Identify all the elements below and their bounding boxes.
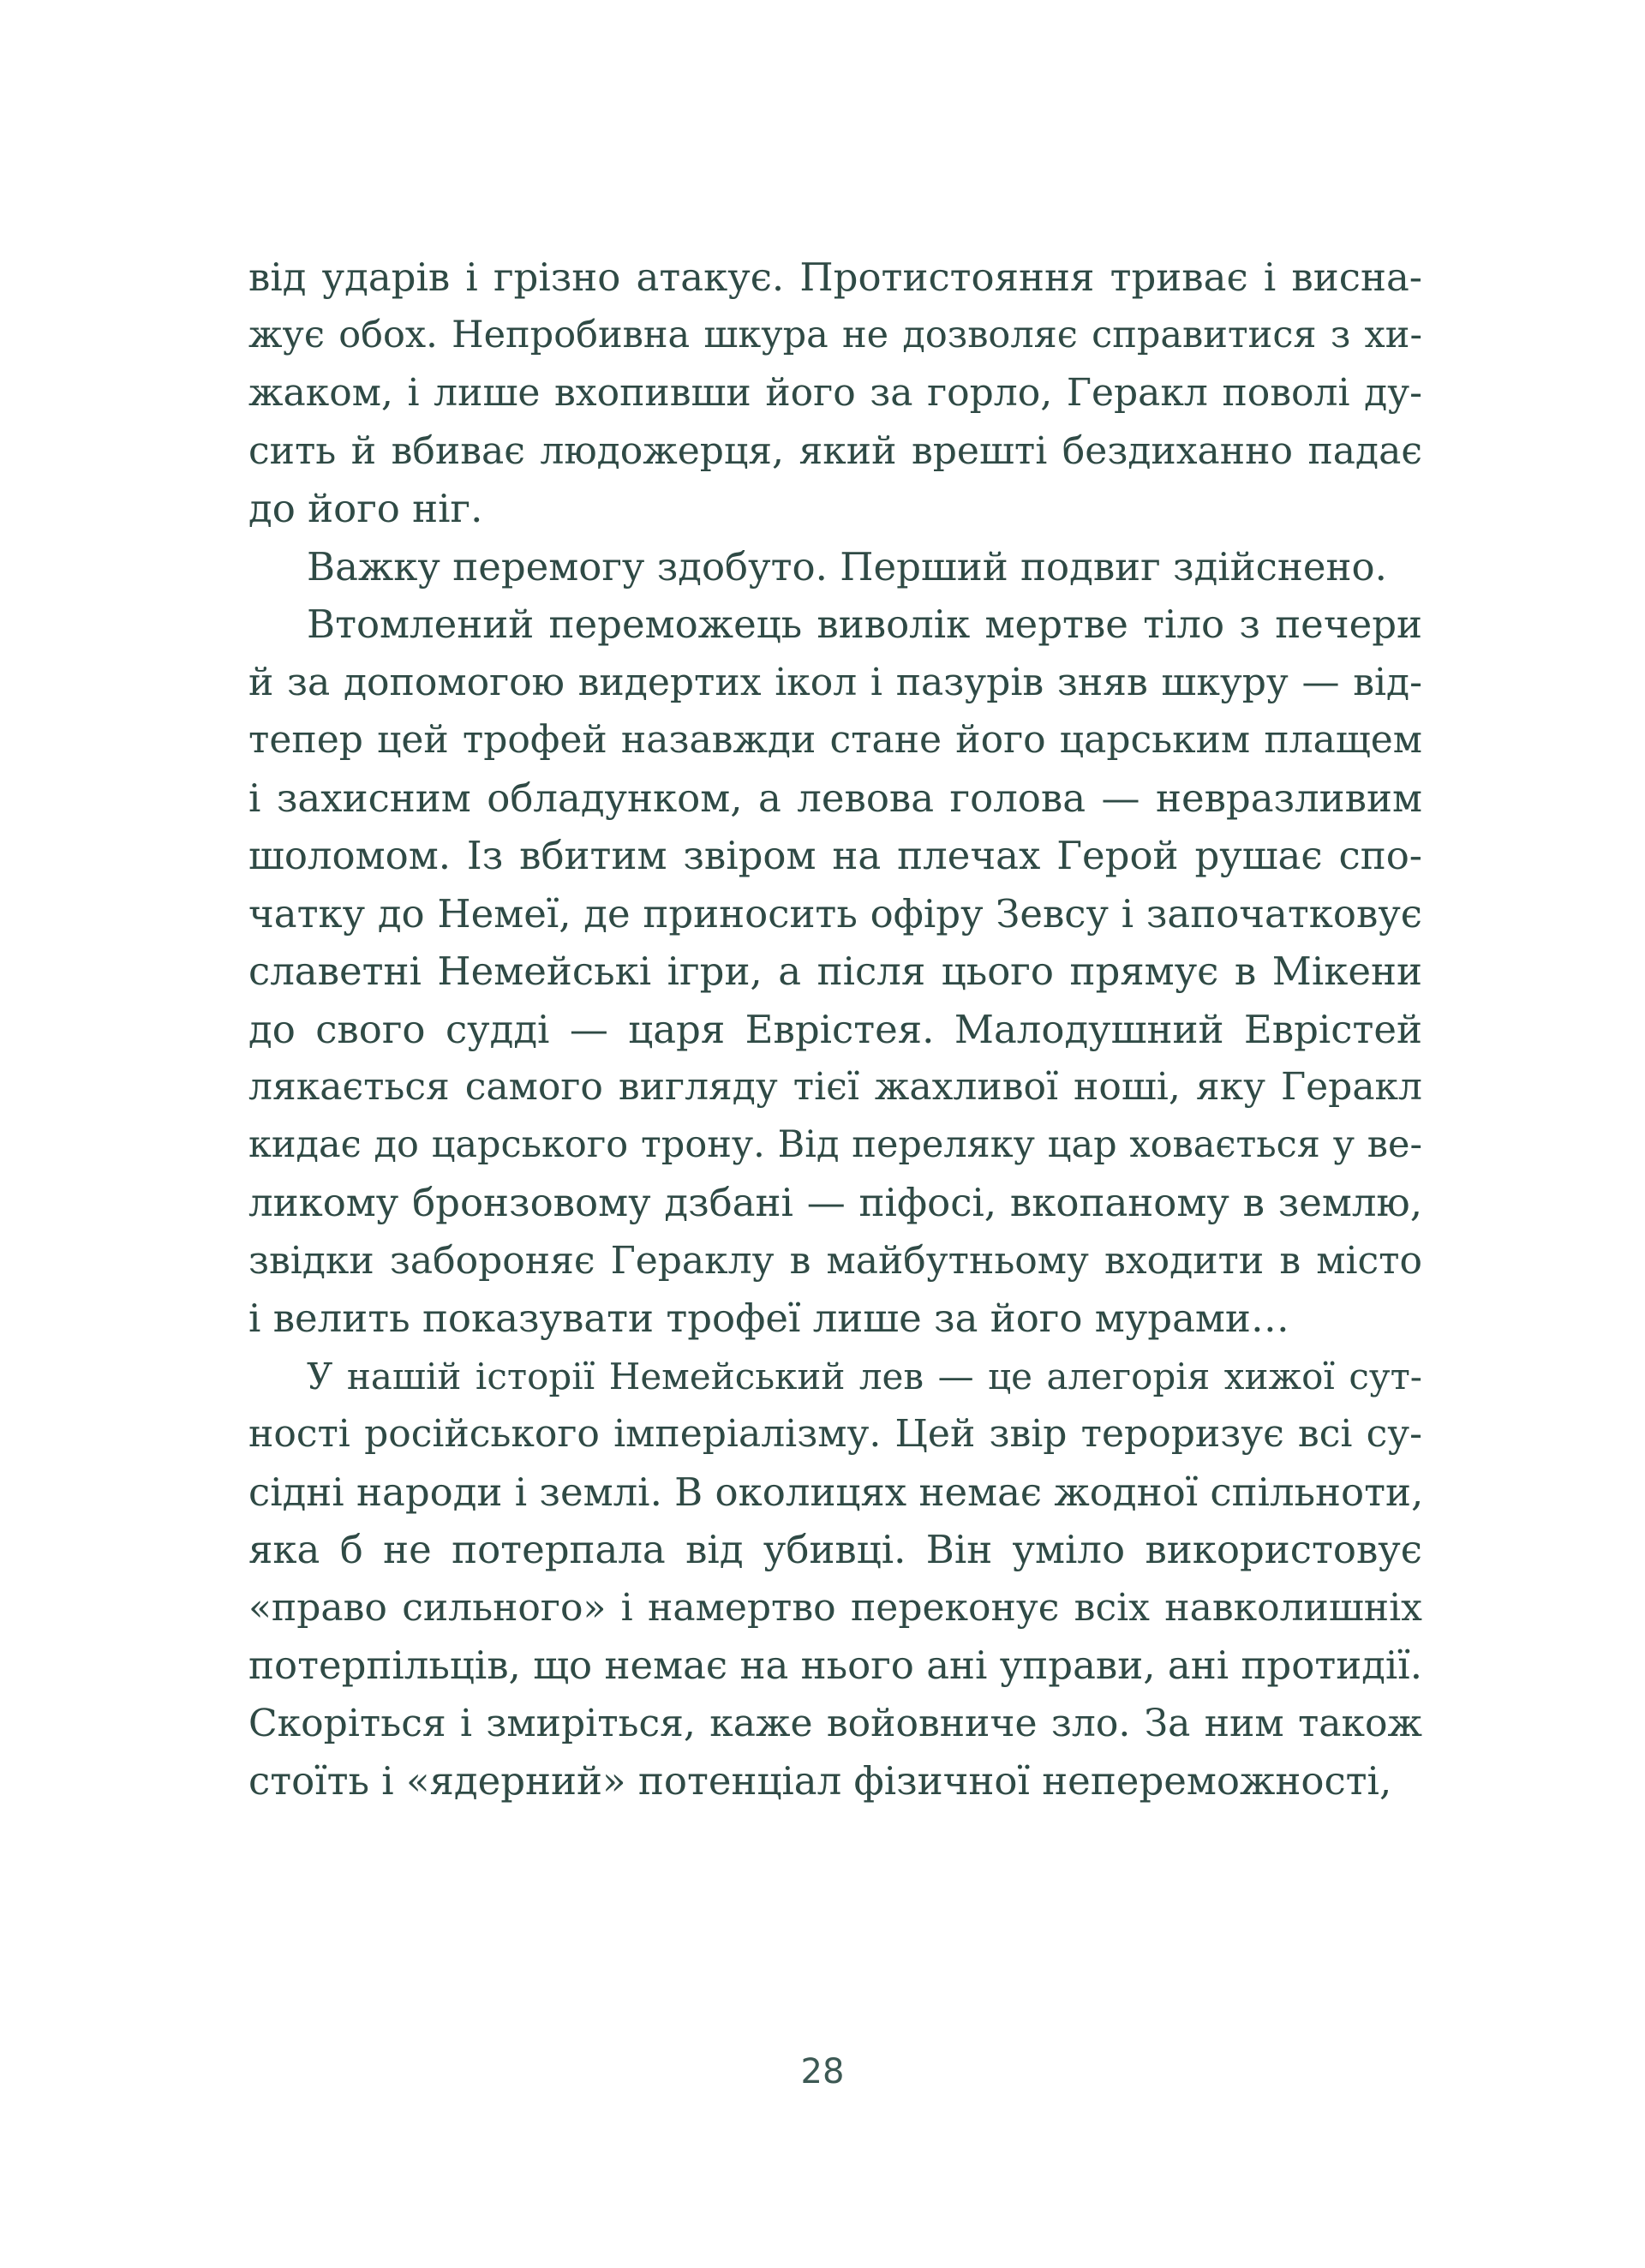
text-line: стоїть і «ядерний» потенціал фізичної непереможності, [248,1758,1392,1804]
text-line: У нашій історії Немейський лев — це алегорія хижої сут- [307,1355,1422,1397]
paragraph [248,1348,1422,1810]
text-line: звідки забороняє Гераклу в майбутньому входити в місто [248,1238,1422,1283]
text-line: славетні Немейські ігри, а після цього прямує в Мікени [248,948,1422,994]
text-line: жаком, і лише вхопивши його за горло, Геракл поволі ду- [248,371,1422,415]
text-line: яка б не потерпала від убивці. Він уміло використовує [248,1527,1422,1572]
paragraph [248,595,1422,1348]
text-line: «право сильного» і намертво переконує всіх навколишніх [248,1585,1422,1630]
text-line: шоломом. Із вбитим звіром на плечах Герой рушає спо- [248,833,1422,878]
text-line: ликому бронзовому дзбані — піфосі, вкопаному в землю, [248,1180,1422,1225]
text-line: потерпільців, що немає на нього ані управи, ані протидії. [248,1643,1422,1688]
text-line: Важку перемогу здобуто. Перший подвиг здійснено. [307,543,1387,589]
text-line: сідні народи і землі. В околицях немає жодної спільноти, [248,1469,1424,1515]
text-line: Втомлений переможець виволік мертве тіло з печери [307,601,1422,647]
text-line: до його ніг. [248,486,483,531]
body-text [248,248,1422,1810]
paragraph [248,538,1422,596]
text-line: чатку до Немеї, де приносить офіру Зевсу і започатковує [248,890,1422,937]
text-line: і захисним обладунком, а левова голова — невразливим [248,775,1422,821]
text-line: і велить показувати трофеї лише за його мурами… [248,1296,1289,1341]
text-line: лякається самого вигляду тієї жахливої ноші, яку Геракл [248,1065,1422,1109]
page-number: 28 [800,2052,845,2091]
text-line: кидає до царського трону. Від переляку цар ховається у ве- [248,1122,1422,1166]
text-line: тепер цей трофей назавжди стане його царським плащем [248,718,1422,762]
text-line: ності російського імперіалізму. Цей звір тероризує всі су- [248,1412,1422,1456]
paragraph [248,248,1422,538]
text-line: й за допомогою видертих ікол і пазурів зняв шкуру — від- [248,660,1422,704]
text-line: від ударів і грізно атакує. Протистояння триває і висна- [248,254,1422,300]
text-line: жує обох. Непробивна шкура не дозволяє справитися з хи- [248,313,1422,356]
text-line: Скоріться і змиріться, каже войовниче зло. За ним також [248,1701,1422,1745]
text-line: сить й вбиває людожерця, який врешті бездиханно падає [248,428,1422,473]
text-line: до свого судді — царя Еврістея. Малодушний Еврістей [248,1006,1422,1052]
